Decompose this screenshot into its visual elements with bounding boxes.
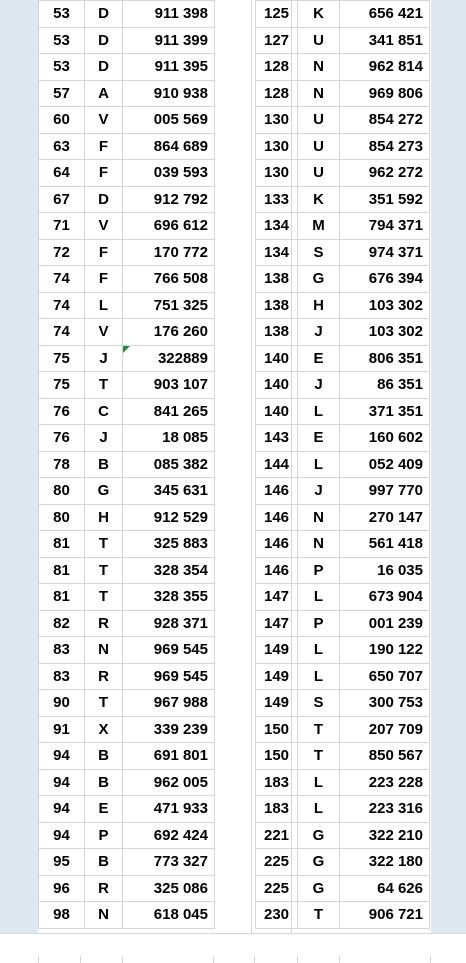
table-row	[39, 822, 215, 849]
table-row	[39, 531, 215, 558]
number-cell[interactable]: 81	[39, 531, 85, 558]
table-row	[39, 160, 215, 187]
value-cell[interactable]: 103 302	[340, 292, 430, 319]
number-cell[interactable]: 90	[39, 690, 85, 717]
value-cell[interactable]: 223 316	[340, 796, 430, 823]
value-cell[interactable]: 911 395	[123, 54, 215, 81]
value-cell[interactable]: 910 938	[123, 80, 215, 107]
value-cell[interactable]: 328 355	[123, 584, 215, 611]
value-cell[interactable]: 471 933	[123, 796, 215, 823]
letter-cell[interactable]: X	[85, 716, 123, 743]
table-row	[39, 451, 215, 478]
number-cell[interactable]: 147	[256, 610, 298, 637]
value-cell[interactable]: 962 272	[340, 160, 430, 187]
value-cell[interactable]: 18 085	[123, 425, 215, 452]
number-cell[interactable]: 150	[256, 743, 298, 770]
letter-cell[interactable]: L	[85, 292, 123, 319]
number-cell[interactable]: 125	[256, 1, 298, 28]
value-cell[interactable]: 190 122	[340, 637, 430, 664]
value-cell[interactable]: 325 086	[123, 875, 215, 902]
number-cell[interactable]: 63	[39, 133, 85, 160]
table-row	[256, 584, 430, 611]
table-panel	[38, 0, 431, 933]
table-row	[256, 266, 430, 293]
number-cell[interactable]: 149	[256, 663, 298, 690]
table-row	[39, 743, 215, 770]
value-cell[interactable]: 300 753	[340, 690, 430, 717]
table-row	[256, 345, 430, 372]
value-cell[interactable]: 969 806	[340, 80, 430, 107]
number-cell[interactable]: 128	[256, 54, 298, 81]
table-row	[39, 902, 215, 929]
table-row	[39, 478, 215, 505]
table-row	[256, 398, 430, 425]
letter-cell[interactable]: J	[85, 345, 123, 372]
number-cell[interactable]: 138	[256, 292, 298, 319]
number-cell[interactable]: 74	[39, 319, 85, 346]
value-cell[interactable]: 170 772	[123, 239, 215, 266]
number-cell[interactable]: 71	[39, 213, 85, 240]
letter-cell[interactable]: D	[85, 186, 123, 213]
value-cell[interactable]: 322 180	[340, 849, 430, 876]
number-cell[interactable]: 83	[39, 663, 85, 690]
number-cell[interactable]: 81	[39, 584, 85, 611]
table-row	[256, 557, 430, 584]
letter-cell[interactable]: B	[85, 849, 123, 876]
table-row	[256, 160, 430, 187]
value-cell[interactable]: 906 721	[340, 902, 430, 929]
table-row	[256, 478, 430, 505]
number-cell[interactable]: 76	[39, 398, 85, 425]
letter-cell[interactable]: T	[298, 716, 340, 743]
table-row	[256, 292, 430, 319]
number-cell[interactable]: 140	[256, 345, 298, 372]
value-cell[interactable]: 806 351	[340, 345, 430, 372]
value-cell[interactable]: 676 394	[340, 266, 430, 293]
number-cell[interactable]: 81	[39, 557, 85, 584]
table-row	[256, 531, 430, 558]
value-cell[interactable]: 903 107	[123, 372, 215, 399]
number-cell[interactable]: 72	[39, 239, 85, 266]
letter-cell[interactable]: G	[298, 266, 340, 293]
value-cell[interactable]: 223 228	[340, 769, 430, 796]
table-row	[39, 796, 215, 823]
letter-cell[interactable]: G	[298, 849, 340, 876]
number-cell[interactable]: 53	[39, 54, 85, 81]
table-row	[256, 610, 430, 637]
value-cell[interactable]: 345 631	[123, 478, 215, 505]
table-row	[256, 663, 430, 690]
number-cell[interactable]: 140	[256, 398, 298, 425]
number-cell[interactable]: 80	[39, 504, 85, 531]
table-row	[39, 557, 215, 584]
number-cell[interactable]: 133	[256, 186, 298, 213]
letter-cell[interactable]: V	[85, 107, 123, 134]
table-row	[39, 504, 215, 531]
number-cell[interactable]: 144	[256, 451, 298, 478]
number-cell[interactable]: 127	[256, 27, 298, 54]
table-row	[256, 743, 430, 770]
letter-cell[interactable]: G	[298, 822, 340, 849]
number-cell[interactable]: 146	[256, 478, 298, 505]
value-cell[interactable]: 850 567	[340, 743, 430, 770]
value-cell[interactable]: 974 371	[340, 239, 430, 266]
number-cell[interactable]: 74	[39, 292, 85, 319]
table-row	[256, 849, 430, 876]
value-cell[interactable]: 912 792	[123, 186, 215, 213]
table-row	[256, 637, 430, 664]
value-cell[interactable]: 351 592	[340, 186, 430, 213]
table-row	[256, 769, 430, 796]
letter-cell[interactable]: J	[298, 319, 340, 346]
letter-cell[interactable]: T	[85, 584, 123, 611]
letter-cell[interactable]: R	[85, 610, 123, 637]
letter-cell[interactable]: L	[298, 398, 340, 425]
number-cell[interactable]: 183	[256, 769, 298, 796]
number-cell[interactable]: 138	[256, 319, 298, 346]
letter-cell[interactable]: F	[85, 266, 123, 293]
number-cell[interactable]: 57	[39, 80, 85, 107]
letter-cell[interactable]: P	[85, 822, 123, 849]
value-cell[interactable]: 270 147	[340, 504, 430, 531]
letter-cell[interactable]: S	[298, 690, 340, 717]
table-row	[39, 186, 215, 213]
value-cell[interactable]: 962 005	[123, 769, 215, 796]
table-row	[256, 902, 430, 929]
table-row	[39, 372, 215, 399]
letter-cell[interactable]: T	[85, 557, 123, 584]
letter-cell[interactable]: B	[85, 743, 123, 770]
number-cell[interactable]: 138	[256, 266, 298, 293]
number-cell[interactable]: 53	[39, 1, 85, 28]
letter-cell[interactable]: L	[298, 637, 340, 664]
number-cell[interactable]: 53	[39, 27, 85, 54]
table-row	[39, 107, 215, 134]
letter-cell[interactable]: D	[85, 1, 123, 28]
table-row	[39, 425, 215, 452]
number-cell[interactable]: 140	[256, 372, 298, 399]
letter-cell[interactable]: P	[298, 557, 340, 584]
table-row	[256, 716, 430, 743]
number-cell[interactable]: 147	[256, 584, 298, 611]
letter-cell[interactable]: J	[85, 425, 123, 452]
value-cell[interactable]: 085 382	[123, 451, 215, 478]
table-row	[39, 345, 215, 372]
number-cell[interactable]: 98	[39, 902, 85, 929]
letter-cell[interactable]: P	[298, 610, 340, 637]
value-cell[interactable]: 339 239	[123, 716, 215, 743]
letter-cell[interactable]: L	[298, 769, 340, 796]
letter-cell[interactable]: B	[85, 769, 123, 796]
value-cell[interactable]: 967 988	[123, 690, 215, 717]
table-row	[39, 663, 215, 690]
table-row	[39, 398, 215, 425]
letter-cell[interactable]: N	[85, 637, 123, 664]
letter-cell[interactable]: L	[298, 796, 340, 823]
number-cell[interactable]: 96	[39, 875, 85, 902]
value-cell[interactable]: 103 302	[340, 319, 430, 346]
letter-cell[interactable]: R	[85, 663, 123, 690]
letter-cell[interactable]: H	[85, 504, 123, 531]
value-cell[interactable]: 928 371	[123, 610, 215, 637]
number-cell[interactable]: 134	[256, 239, 298, 266]
number-cell[interactable]: 80	[39, 478, 85, 505]
letter-cell[interactable]: F	[85, 239, 123, 266]
table-row	[39, 875, 215, 902]
value-cell[interactable]: 751 325	[123, 292, 215, 319]
letter-cell[interactable]: B	[85, 451, 123, 478]
letter-cell[interactable]: U	[298, 133, 340, 160]
table-row	[39, 610, 215, 637]
table-row	[256, 875, 430, 902]
number-cell[interactable]: 94	[39, 743, 85, 770]
number-cell[interactable]: 75	[39, 372, 85, 399]
value-cell[interactable]: 650 707	[340, 663, 430, 690]
value-cell[interactable]: 962 814	[340, 54, 430, 81]
value-cell[interactable]: 039 593	[123, 160, 215, 187]
letter-cell[interactable]: N	[85, 902, 123, 929]
number-cell[interactable]: 75	[39, 345, 85, 372]
number-cell[interactable]: 150	[256, 716, 298, 743]
table-row	[256, 319, 430, 346]
number-cell[interactable]: 76	[39, 425, 85, 452]
letter-cell[interactable]: S	[298, 239, 340, 266]
letter-cell[interactable]: C	[85, 398, 123, 425]
number-cell[interactable]: 183	[256, 796, 298, 823]
value-cell[interactable]: 911 399	[123, 27, 215, 54]
value-cell[interactable]: 773 327	[123, 849, 215, 876]
table-row	[256, 213, 430, 240]
value-cell[interactable]: 325 883	[123, 531, 215, 558]
letter-cell[interactable]: K	[298, 1, 340, 28]
number-cell[interactable]: 225	[256, 849, 298, 876]
value-cell[interactable]: 561 418	[340, 531, 430, 558]
letter-cell[interactable]: F	[85, 160, 123, 187]
number-cell[interactable]: 94	[39, 796, 85, 823]
value-cell[interactable]: 841 265	[123, 398, 215, 425]
number-cell[interactable]: 130	[256, 160, 298, 187]
number-cell[interactable]: 146	[256, 531, 298, 558]
letter-cell[interactable]: N	[298, 54, 340, 81]
value-cell[interactable]: 86 351	[340, 372, 430, 399]
letter-cell[interactable]: N	[298, 80, 340, 107]
letter-cell[interactable]: M	[298, 213, 340, 240]
letter-cell[interactable]: V	[85, 319, 123, 346]
letter-cell[interactable]: J	[298, 372, 340, 399]
value-cell[interactable]: 341 851	[340, 27, 430, 54]
table-row	[256, 80, 430, 107]
value-cell[interactable]: 005 569	[123, 107, 215, 134]
letter-cell[interactable]: L	[298, 584, 340, 611]
table-row	[39, 213, 215, 240]
table-row	[256, 107, 430, 134]
value-cell[interactable]: 001 239	[340, 610, 430, 637]
table-row	[39, 27, 215, 54]
table-row	[39, 292, 215, 319]
letter-cell[interactable]: U	[298, 160, 340, 187]
letter-cell[interactable]: J	[298, 478, 340, 505]
number-cell[interactable]: 64	[39, 160, 85, 187]
value-cell[interactable]: 673 904	[340, 584, 430, 611]
table-row	[39, 239, 215, 266]
number-cell[interactable]: 225	[256, 875, 298, 902]
letter-cell[interactable]: N	[298, 531, 340, 558]
value-cell[interactable]: 052 409	[340, 451, 430, 478]
table-row	[256, 1, 430, 28]
letter-cell[interactable]: L	[298, 663, 340, 690]
letter-cell[interactable]: T	[85, 690, 123, 717]
letter-cell[interactable]: G	[85, 478, 123, 505]
empty-grid-row	[0, 933, 466, 963]
letter-cell[interactable]: R	[85, 875, 123, 902]
letter-cell[interactable]: D	[85, 54, 123, 81]
number-cell[interactable]: 67	[39, 186, 85, 213]
letter-cell[interactable]: T	[298, 743, 340, 770]
letter-cell[interactable]: E	[298, 425, 340, 452]
number-cell[interactable]: 146	[256, 557, 298, 584]
letter-cell[interactable]: T	[85, 372, 123, 399]
table-row	[256, 372, 430, 399]
value-cell[interactable]: 969 545	[123, 637, 215, 664]
table-row	[39, 716, 215, 743]
letter-cell[interactable]: A	[85, 80, 123, 107]
number-cell[interactable]: 130	[256, 133, 298, 160]
table-row	[39, 1, 215, 28]
value-cell[interactable]: 997 770	[340, 478, 430, 505]
number-cell[interactable]: 230	[256, 902, 298, 929]
value-cell[interactable]: 64 626	[340, 875, 430, 902]
number-cell[interactable]: 82	[39, 610, 85, 637]
number-cell[interactable]: 95	[39, 849, 85, 876]
right-data-table	[255, 0, 430, 929]
left-data-table	[38, 0, 215, 929]
number-cell[interactable]: 94	[39, 769, 85, 796]
table-row	[256, 133, 430, 160]
table-row	[256, 504, 430, 531]
letter-cell[interactable]: N	[298, 504, 340, 531]
table-row	[256, 27, 430, 54]
value-cell[interactable]: 371 351	[340, 398, 430, 425]
number-cell[interactable]: 83	[39, 637, 85, 664]
table-row	[39, 54, 215, 81]
letter-cell[interactable]: T	[85, 531, 123, 558]
number-cell[interactable]: 130	[256, 107, 298, 134]
table-row	[39, 849, 215, 876]
table-row	[39, 319, 215, 346]
letter-cell[interactable]: L	[298, 451, 340, 478]
value-cell[interactable]: 696 612	[123, 213, 215, 240]
number-cell[interactable]: 149	[256, 637, 298, 664]
letter-cell[interactable]: U	[298, 107, 340, 134]
value-cell[interactable]: 618 045	[123, 902, 215, 929]
table-row	[256, 186, 430, 213]
value-cell[interactable]: 864 689	[123, 133, 215, 160]
value-cell[interactable]: 854 272	[340, 107, 430, 134]
table-row	[256, 822, 430, 849]
value-cell[interactable]: 322 210	[340, 822, 430, 849]
table-row	[39, 637, 215, 664]
table-row	[39, 584, 215, 611]
table-row	[256, 239, 430, 266]
table-row	[39, 80, 215, 107]
number-cell[interactable]: 146	[256, 504, 298, 531]
number-cell[interactable]: 128	[256, 80, 298, 107]
table-row	[256, 451, 430, 478]
number-cell[interactable]: 94	[39, 822, 85, 849]
number-cell[interactable]: 143	[256, 425, 298, 452]
table-row	[39, 266, 215, 293]
letter-cell[interactable]: D	[85, 27, 123, 54]
table-row	[39, 690, 215, 717]
table-row	[256, 425, 430, 452]
value-cell[interactable]: 16 035	[340, 557, 430, 584]
letter-cell[interactable]: U	[298, 27, 340, 54]
value-cell[interactable]: 207 709	[340, 716, 430, 743]
number-cell[interactable]: 221	[256, 822, 298, 849]
number-cell[interactable]: 78	[39, 451, 85, 478]
letter-cell[interactable]: G	[298, 875, 340, 902]
table-row	[256, 796, 430, 823]
value-cell[interactable]: 176 260	[123, 319, 215, 346]
value-cell[interactable]: 322889	[123, 345, 215, 372]
value-cell[interactable]: 692 424	[123, 822, 215, 849]
number-cell[interactable]: 134	[256, 213, 298, 240]
table-row	[39, 133, 215, 160]
letter-cell[interactable]: H	[298, 292, 340, 319]
table-row	[39, 769, 215, 796]
letter-cell[interactable]: T	[298, 902, 340, 929]
table-row	[256, 690, 430, 717]
value-cell[interactable]: 160 602	[340, 425, 430, 452]
number-cell[interactable]: 91	[39, 716, 85, 743]
value-cell[interactable]: 794 371	[340, 213, 430, 240]
number-cell[interactable]: 60	[39, 107, 85, 134]
value-cell[interactable]: 969 545	[123, 663, 215, 690]
letter-cell[interactable]: E	[298, 345, 340, 372]
value-cell[interactable]: 328 354	[123, 557, 215, 584]
value-cell[interactable]: 656 421	[340, 1, 430, 28]
number-cell[interactable]: 74	[39, 266, 85, 293]
value-cell[interactable]: 912 529	[123, 504, 215, 531]
table-row	[256, 54, 430, 81]
value-cell[interactable]: 911 398	[123, 1, 215, 28]
value-cell[interactable]: 854 273	[340, 133, 430, 160]
value-cell[interactable]: 691 801	[123, 743, 215, 770]
letter-cell[interactable]: F	[85, 133, 123, 160]
number-cell[interactable]: 149	[256, 690, 298, 717]
value-cell[interactable]: 766 508	[123, 266, 215, 293]
letter-cell[interactable]: E	[85, 796, 123, 823]
letter-cell[interactable]: V	[85, 213, 123, 240]
letter-cell[interactable]: K	[298, 186, 340, 213]
